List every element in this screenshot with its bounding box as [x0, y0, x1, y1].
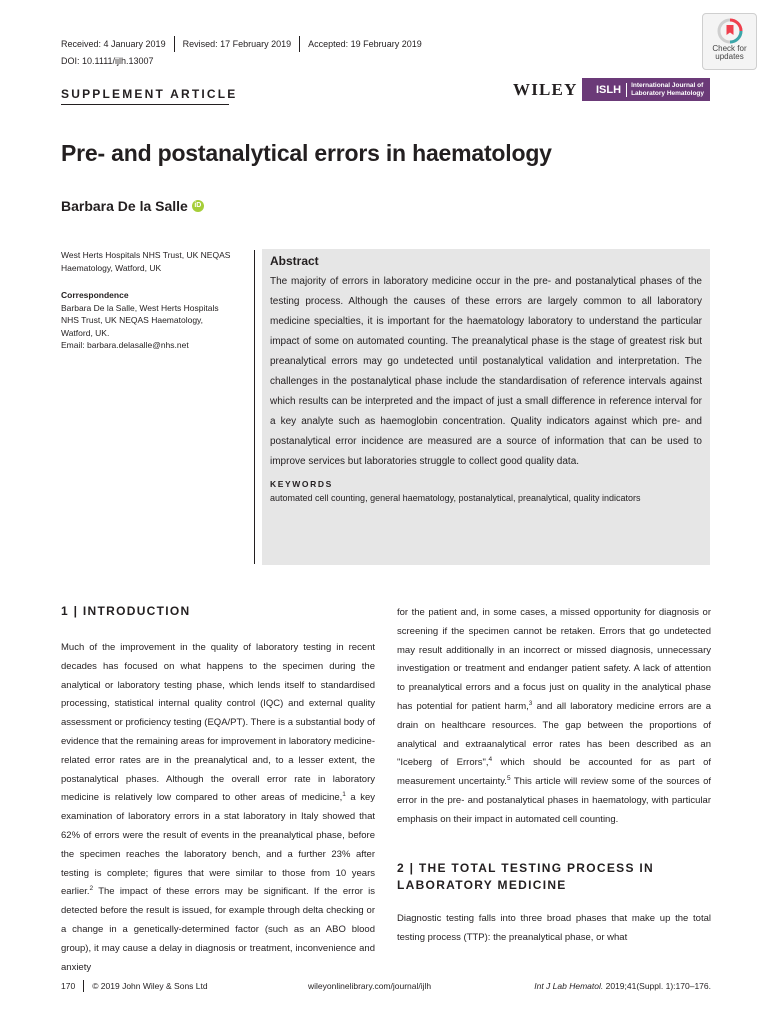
affiliation: West Herts Hospitals NHS Trust, UK NEQAS Haematology, Watford, UK	[61, 250, 231, 273]
divider	[83, 980, 84, 992]
keywords: automated cell counting, general haematology, postanalytical, preanalytical, quality indicators	[270, 493, 641, 503]
orcid-icon[interactable]: iD	[192, 200, 204, 212]
article-dates	[61, 36, 422, 52]
divider	[174, 36, 175, 52]
reference-link[interactable]: 1	[342, 791, 346, 799]
body-paragraph: Much of the improvement in the quality of laboratory testing in recent decades has focused on what happens to the specimen during the analytical or laboratory testing phase, which lends itself to standardised processing, statistical internal quality control (IQC) and external quality assessment or proficiency testing (EQA/PT). There is a substantial body of evidence that the remaining areas for improvement in laboratory medicine-related error rates are in the preanalytical and, to a lesser extent, the postanalytical phases. Although the overall error rate in laboratory medicine is relatively low compared to other areas of medicine,$^1$ a key examination of laboratory errors in a stat laboratory in Italy showed that 62% of errors were the result of events in the preanalytical phase, before the specimen reaches the laboratory bench, and a further 23% after testing is complete; figures that were similar to those from 10 years earlier.$^2$ The impact of these errors may be significant. If the error is detected before the result is issued, for example through delta checking or a change in a genetically-determined factor (such as an ABO blood group), it may cause a delay in diagnosis or treatment, inconvenience and anxiety	[61, 642, 375, 973]
author	[61, 198, 204, 214]
revised-date: Revised: 17 February 2019	[182, 39, 292, 49]
correspondence: Correspondence Barbara De la Salle, West Herts Hospitals NHS Trust, UK NEQAS Haematology, Watford, UK. Email: barbara.delasalle@nhs.net	[61, 289, 246, 352]
crossmark-icon	[717, 18, 743, 44]
journal-logo[interactable]	[582, 78, 710, 101]
article-type: SUPPLEMENT ARTICLE	[61, 87, 238, 101]
accepted-date: Accepted: 19 February 2019	[308, 39, 422, 49]
correspondence-heading: Correspondence	[61, 290, 129, 300]
divider	[61, 104, 229, 105]
divider	[254, 250, 255, 564]
check-for-updates-button[interactable]	[702, 13, 757, 70]
section-heading: 1 | INTRODUCTION	[61, 604, 191, 618]
reference-link[interactable]: 3	[528, 699, 533, 707]
citation: Int J Lab Hematol. 2019;41(Suppl. 1):170–176.	[534, 981, 711, 991]
abstract-text: The majority of errors in laboratory medicine occur in the pre- and postanalytical phases of the testing process. Although the causes of these errors are largely common to all laboratory medicine specialties, it is important for the haematology laboratory to understand the particular impact of some on automated counting. The preanalytical phase is the stage of greatest risk but preanalytical errors may go undetected until postanalytical validation and interpretation. The challenges in the postanalytical phase include the standardisation of reference intervals against which results can be interpreted and the impact of just a small difference in reference interval for a key analyte such as haemoglobin concentration. Quality indicators against which pre- and postanalytical error incidence are measured are a source of information that can be used to improve services but laboratories struggle to collect good quality data.	[270, 276, 702, 467]
divider	[299, 36, 300, 52]
journal-name: International Journal of Laboratory Hematology	[631, 81, 705, 97]
reference-link[interactable]: 4	[488, 756, 493, 764]
doi[interactable]: DOI: 10.1111/ijlh.13007	[61, 56, 154, 66]
email: Email: barbara.delasalle@nhs.net	[61, 340, 189, 350]
reference-link[interactable]: 5	[506, 775, 511, 783]
body-paragraph: for the patient and, in some cases, a missed opportunity for diagnosis or screening if the specimen cannot be retaken. Errors that go undetected may result additionally in an incorrect or missed diagnosis, unnecessary investigation or treatment and endanger patient safety. A lack of attention to preanalytical errors and a focus just on quality in the analytical phase has potential for patient harm,$^3$ and all laboratory medicine errors are a drain on healthcare resources. The gap between the proportions of analytical and extraanalytical error rates has been described as an "Iceberg of Errors",$^4$ which should be accounted for as part of measurement uncertainty.$^5$ This article will review some of the sources of error in the pre- and postanalytical phases in haematology, with particular emphasis on their impact in automated cell counting.	[397, 607, 712, 825]
article-title: Pre- and postanalytical errors in haematology	[61, 140, 552, 166]
check-updates-label: Check for updates	[712, 44, 747, 61]
page-footer	[61, 980, 711, 992]
islh-logo: ISLH	[582, 83, 627, 97]
journal-url[interactable]: wileyonlinelibrary.com/journal/ijlh	[308, 981, 432, 991]
received-date: Received: 4 January 2019	[61, 39, 166, 49]
copyright: © 2019 John Wiley & Sons Ltd	[92, 981, 208, 991]
reference-link[interactable]: 2	[89, 885, 94, 893]
author-name[interactable]: Barbara De la Salle	[61, 198, 188, 214]
page-number: 170	[61, 981, 76, 991]
body-paragraph: Diagnostic testing falls into three broad phases that make up the total testing process (TTP): the preanalytical phase, or what	[397, 913, 711, 943]
keywords-heading: KEYWORDS	[270, 479, 333, 489]
section-heading: 2 | THE TOTAL TESTING PROCESS IN LABORATORY MEDICINE	[397, 861, 654, 892]
publisher-logo[interactable]: WILEY	[513, 80, 578, 99]
abstract-box	[262, 249, 710, 565]
abstract-heading: Abstract	[270, 254, 319, 268]
